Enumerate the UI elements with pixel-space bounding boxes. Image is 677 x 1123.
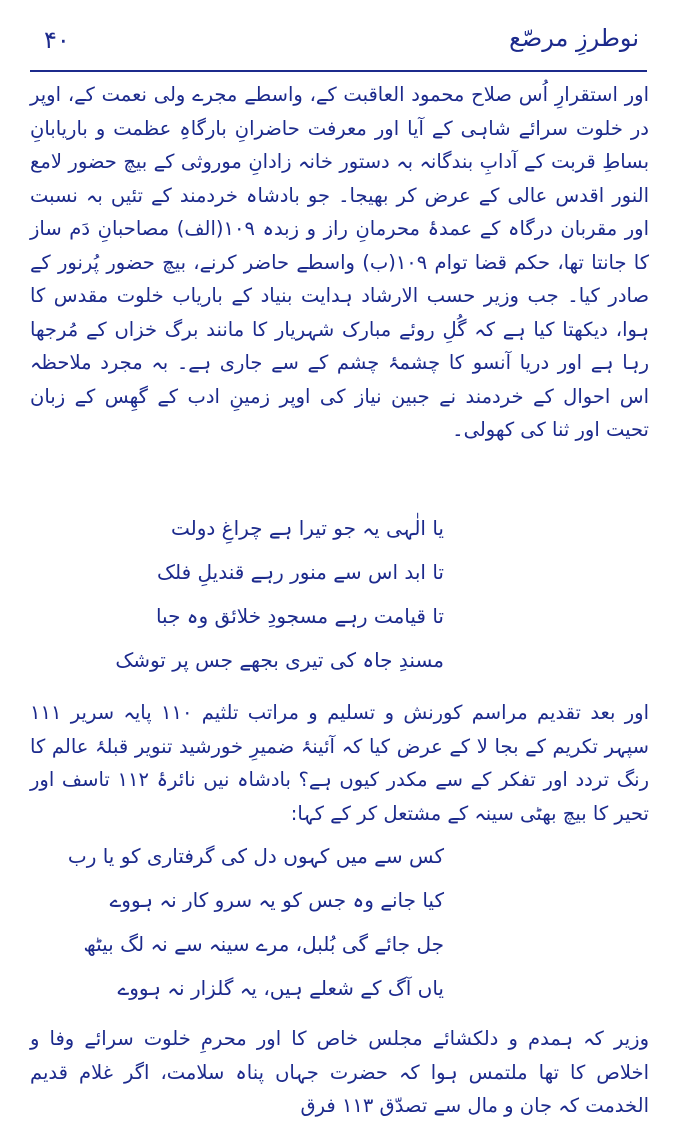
verse-line: کس سے میں کہوں دل کی گرفتاری کو یا رب <box>67 844 444 868</box>
page-body <box>30 78 650 1117</box>
page-number: ۴۰ <box>44 26 70 54</box>
paragraph-1: اور استقرارِ اُس صلاح محمود العاقبت کے، واسطے مجرے ولی نعمت کے، اوپر در خلوت سرائے شاہی کے آیا اور معرفت حاضرانِ بارگاہِ عظمت و باریابانِ بساطِ قربت کے آدابِ بندگانہ بہ دستور خانہ زادانِ موروثی کے بیچ حضور لامع النور اقدس عالی کے عرض کر بھیجا۔ جو بادشاہ خردمند کے تئیں بہ نسبت اور مقربان درگاہ کے عمدۂ محرمانِ راز و زبدہ ۱۰۹(الف) مصاحبانِ دَم ساز کا جانتا تھا، حکم قضا توام ۱۰۹(ب) واسطے حاضر کرنے، بیچ حضور پُرنور کے صادر کیا۔ جب وزیر حسب الارشاد ہدایت بنیاد کے باریاب خلوت مقدس کا ہوا، دیکھتا کیا ہے کہ گُلِ روئے مبارک شہریار کا مانند برگ خزاں کے مُرجھا رہا ہے اور دریا آنسو کا چشمۂ چشم کے سے جاری ہے۔ بہ مجرد ملاحظہ اس احوال کے خردمند نے جبین نیاز کی اوپر زمینِ ادب کے گھِس کے زبان تحیت اور ثنا کی کھولی۔ <box>30 83 650 441</box>
running-title: نوطرزِ مرصّع <box>509 24 639 52</box>
verse-block-2 <box>67 834 444 1010</box>
verse-block-1 <box>115 506 444 682</box>
page-header <box>30 18 647 72</box>
verse-line: یا الٰہی یہ جو تیرا ہے چراغِ دولت <box>171 516 444 540</box>
verse-line: تا ابد اس سے منور رہے قندیلِ فلک <box>157 560 444 584</box>
paragraph-2: اور بعد تقدیم مراسم کورنش و تسلیم و مراتب تلثیم ۱۱۰ پایہ سریر ۱۱۱ سپہر تکریم کے بجا لا کے عرض کیا کہ آئینۂ ضمیرِ خورشید تنویر قبلۂ عالم کا رنگ تردد اور تفکر کے سے مکدر کیوں ہے؟ بادشاہ نیں نائرۂ ۱۱۲ تاسف اور تحیر کا بیچ بھٹی سینہ کے مشتعل کر کے کہا: <box>30 701 649 825</box>
verse-line: کیا جانے وہ جس کو یہ سرو کار نہ ہووے <box>109 888 444 912</box>
verse-line: یاں آگ کے شعلے ہیں، یہ گلزار نہ ہووے <box>117 976 444 1000</box>
verse-line: تا قیامت رہے مسجودِ خلائق وہ جبا <box>155 604 444 628</box>
verse-line: مسندِ جاہ کی تیری بجھے جس پر توشک <box>115 648 444 672</box>
paragraph-3: وزیر کہ ہمدم و دلکشائے مجلس خاص کا اور محرمِ خلوت سرائے وفا و اخلاص کا تھا ملتمس ہوا کہ حضرت جہاں پناہ سلامت، اگر غلام قدیم الخدمت کہ جان و مال سے تصدّق ۱۱۳ فرق <box>30 1027 649 1117</box>
verse-line: جل جائے گی بُلبل، مرے سینہ سے نہ لگ بیٹھ <box>83 932 444 956</box>
